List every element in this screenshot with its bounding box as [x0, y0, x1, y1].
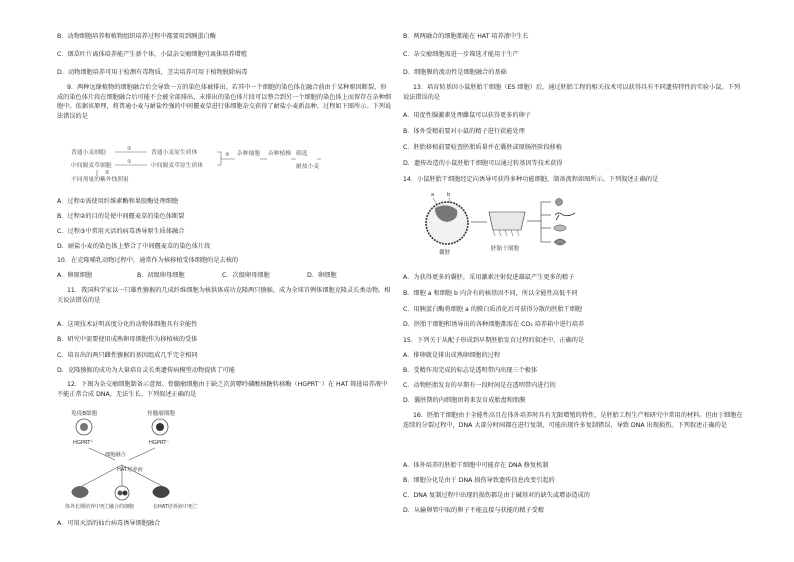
fig-myeloma-label: 骨髓瘤细胞 — [147, 411, 175, 417]
q16-option-b: B．细胞分化是由于 DNA 损伤导致遗传信息改变引起的 — [403, 477, 555, 484]
q14-option-d: D．胚胎干细胞和诱导出的各种细胞都需在 CO₂ 培养箱中进行培养 — [403, 321, 585, 328]
q10-option-b: B．初级卵母细胞 — [137, 272, 185, 279]
q9-option-b: B．过程②的目的是使中间偃麦草的染色体断裂 — [57, 213, 185, 220]
q10-option-d: D．卵细胞 — [307, 272, 337, 279]
q13-option-b: B．体外受精前要对小鼠的精子进行获能处理 — [403, 128, 525, 135]
q11-option-c: C．培育出的两只雌性猕猴的基因组成几乎完全相同 — [57, 352, 198, 359]
hybrid-nucleus-2 — [123, 491, 128, 496]
diff-cell-4 — [554, 239, 566, 245]
fig-result: 耐盐小麦 — [296, 164, 320, 170]
question-13: 13．培育转基因小鼠胚胎干细胞（ES 细胞）后，通过胚胎工程的相关技术可以获得具有不同遗传特性的实验小鼠。下列说法错误的是 — [403, 84, 741, 101]
q14-option-a: A．为获得更多的囊胚，采用激素注射促进雄鼠产生更多的精子 — [403, 274, 575, 281]
question-16: 16．胚胎干细胞由于全能性高且在体外培养时具有无限增殖的特性，是胚胎工程生产和研究中常用的材料。但由于细胞在连续的分裂过程中，DNA 大部分时间都在进行复制，可能出现许多复制错误，导致 DNA 出现损伤。下列叙述正确的是 — [403, 412, 743, 429]
q11-option-d: D．克隆猕猴的成功为大量培育灵长类遗传病模型动物提供了可能 — [57, 367, 236, 374]
q9-option-c: C．过程③中常用灭活的病毒诱导原生质体融合 — [57, 228, 185, 235]
b-cell-nucleus — [80, 423, 88, 431]
fig-result-1: 体外长期培养中死亡 — [65, 504, 111, 510]
fig-blastocyst-label: 囊胚 — [439, 250, 451, 256]
q13-option-c: C．胚胎移植前要检查胚胎质量并在囊胚或原肠胚阶段移植 — [403, 144, 563, 151]
fig-uv-label: 不同剂量的紫外线照射 — [71, 177, 129, 183]
step-2: ② — [105, 170, 110, 176]
q9-option-a: A．过程①需使用纤维素酶和果胶酶处理细胞 — [57, 198, 179, 205]
question-11: 11．我国科学家以一只雄性猕猴的几成纤维细胞为核供体成功克隆两只猕猴，成为全球首例体细胞克隆灵长类动物。相关说法错误的是 — [57, 287, 391, 304]
fig-grass-cell: 中间偃麦草细胞 — [71, 163, 112, 169]
q12-option-c: C．杂交瘤细胞需进一步筛选才能用于生产 — [403, 51, 519, 58]
fig-label-a: a — [431, 192, 435, 198]
option-c: C．烟草叶片离体培养能产生新个体，小鼠杂交瘤细胞可离体培养增殖 — [57, 51, 247, 58]
fig-grass-protoplast: 中间偃麦草原生质体 — [151, 163, 204, 169]
fig-result-3: 在HAT培养液中死亡 — [153, 504, 198, 510]
arrow-fuse-right — [129, 448, 155, 460]
fig-hybrid-cell: 杂种细胞 — [237, 151, 261, 157]
fig-hgprt-minus: HGPRT⁻ — [149, 440, 170, 446]
culture-dish — [489, 212, 525, 230]
hybrid-nucleus-1 — [118, 491, 123, 496]
q15-option-a: A．排卵就是排出成熟卵细胞的过程 — [403, 352, 501, 359]
dead-myeloma-shape — [153, 486, 170, 498]
option-b: B．动物细胞培养和植物组织培养过程中都要用到胰蛋白酶 — [57, 33, 216, 40]
fig-hat-label: HAT培养液 — [117, 467, 143, 473]
question-14: 14．小鼠胚胎干细胞经定向诱导可获得多种功能细胞，制备流程如图所示。下列叙述正确的是 — [403, 176, 659, 183]
fig-label-b: b — [447, 192, 451, 198]
q9-option-d: D．耐盐小麦的染色体上整合了中间偃麦草的染色体片段 — [57, 243, 211, 250]
fig-wheat-protoplast: 普通小麦原生质体 — [151, 150, 198, 156]
question-12: 12．下图为杂交瘤细胞制备示意图。骨髓瘤细胞由于缺乏次黄嘌呤磷酸核糖转移酶（HGPRT⁻）在 HAT 筛选培养液中不能正常合成 DNA，无法生长。下列叙述正确的是 — [57, 381, 388, 398]
fig-wheat-cell: 普通小麦细胞 — [71, 150, 106, 156]
fig-result-2: 融合的细胞 — [109, 504, 135, 510]
fig-b-cell-label: 免疫B细胞 — [71, 411, 98, 417]
fig-hybrid-plant: 杂种植株 — [268, 151, 292, 157]
step-1b: ① — [127, 159, 132, 165]
fig-fusion-label: 细胞融合 — [105, 452, 126, 458]
fig-screen: 筛选 — [296, 151, 308, 157]
fig-hgprt-plus: HGPRT⁺ — [73, 440, 94, 446]
dish-hatch — [493, 230, 519, 236]
q14-option-b: B．细胞 a 和细胞 b 内含有的核基因不同，所以全能性高低不同 — [403, 290, 578, 297]
q15-option-c: C．动物胚胎发育的早期有一段时间是在透明带内进行的 — [403, 382, 556, 389]
diff-cell-3 — [554, 225, 566, 231]
step-1: ① — [127, 146, 132, 152]
dead-cell-shape — [72, 486, 89, 498]
q11-option-a: A．这项技术证明高度分化的动物体细胞具有全能性 — [57, 321, 198, 328]
q13-option-a: A．用促性腺激素处理雌鼠可以获得更多的卵子 — [403, 112, 531, 119]
q14-embryo-diagram — [417, 188, 587, 260]
q16-option-c: C．DNA 复制过程中出现的损伤都是由于碱基对的缺失或增添造成的 — [403, 492, 590, 499]
arrow-r1 — [82, 465, 122, 486]
diff-cell-2 — [555, 213, 575, 220]
q15-option-b: B．受精作用完成的标志是透明带内出现三个极体 — [403, 367, 538, 374]
q16-option-d: D．从输卵管中取的卵子不能直接与获能的精子受精 — [403, 507, 544, 514]
option-d: D．动物细胞培养可用于检测有毒物质，茎尖培养可用于植物脱除病毒 — [57, 69, 248, 76]
step-3: ③ — [225, 152, 230, 158]
question-9: 9．两种远缘植物的细胞融合后会导致一方的染色体被排出。若其中一个细胞的染色体在融合前由于某种原因断裂，形成的染色体片段在细胞融合后可能不会被全部排出，未排出的染色体片段可以整合到另一个细胞的染色体上而留存在杂种细胞中。依据该原理，将普通小麦与耐盐性强的中间偃麦草进行体细胞杂交获得了耐盐小麦新品种，过程如下图所示。下列说法错误的是 — [57, 84, 392, 120]
q10-option-a: A．卵原细胞 — [57, 272, 93, 279]
q12-hybridoma-diagram — [57, 408, 217, 518]
q10-option-c: C．次级卵母细胞 — [222, 272, 270, 279]
q14-option-c: C．用胰蛋白酶将细胞 a 的膜白质消化后可获得分散的胚胎干细胞 — [403, 306, 583, 313]
q9-process-diagram — [67, 144, 337, 190]
q12-option-a: A．可用灭活的仙台病毒诱导细胞融合 — [57, 520, 161, 527]
question-10: 10．在克隆哺乳动物过程中，通常作为核移植受体细胞的是去核的 — [57, 257, 239, 264]
q11-option-b: B．研究中需要使用成熟卵母细胞作为移植核的受体 — [57, 336, 198, 343]
q15-option-d: D．囊胚期的内细胞团将来发育成胎盘和胎膜 — [403, 397, 526, 404]
q12-option-d: D．细胞膜的流动性是细胞融合的基础 — [403, 69, 507, 76]
q16-option-a: A．体外培养的胚胎干细胞中可能存在 DNA 修复机制 — [403, 462, 549, 469]
fig-es-cell-label: 胚胎干细胞 — [491, 246, 519, 252]
diff-cell-1 — [556, 199, 563, 206]
q12-option-b: B．两两融合的细胞都能在 HAT 培养液中生长 — [403, 33, 529, 40]
myeloma-nucleus — [156, 423, 164, 431]
q13-option-d: D．遗传改造的小鼠胚胎干细胞可以通过转基因等技术获得 — [403, 160, 563, 167]
question-15: 15．下列关于从配子形成到早期胚胎发育过程的叙述中，正确的是 — [403, 337, 585, 344]
